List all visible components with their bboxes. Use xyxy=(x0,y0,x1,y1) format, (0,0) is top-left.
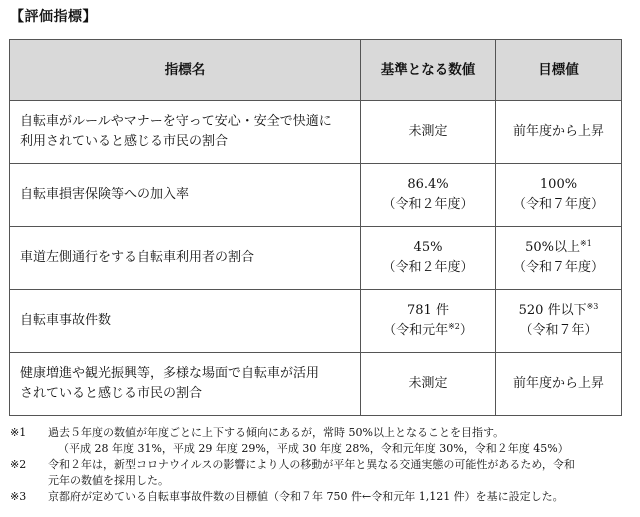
footnote-ref: ※3 xyxy=(586,302,599,311)
evaluation-indicators-table xyxy=(9,39,622,416)
footnote-text: 京都府が定めている自転車事故件数の目標値（令和７年 750 件←令和元年 1,121 件）を基に設定した。 xyxy=(48,490,564,503)
footnote-mark: ※3 xyxy=(10,490,27,503)
baseline-value: 45% xyxy=(413,240,443,255)
indicator-cell xyxy=(10,227,361,290)
target-cell xyxy=(496,164,622,227)
header-baseline: 基準となる数値 xyxy=(361,40,496,101)
target-cell xyxy=(496,101,622,164)
target-cell xyxy=(496,227,622,290)
indicator-text: されていると感じる市民の割合 xyxy=(20,386,203,401)
target-value: 520 件以下 xyxy=(518,303,587,318)
table-row xyxy=(10,164,622,227)
baseline-value: 86.4% xyxy=(407,177,449,192)
footnotes xyxy=(10,425,630,505)
baseline-cell xyxy=(361,353,496,416)
footnote-subtext: 元年の数値を採用した。 xyxy=(48,474,169,487)
indicator-cell xyxy=(10,353,361,416)
target-value: 前年度から上昇 xyxy=(512,124,604,139)
footnote xyxy=(10,457,630,489)
indicator-cell xyxy=(10,101,361,164)
baseline-period: （令和２年度） xyxy=(382,197,474,212)
table-row xyxy=(10,227,622,290)
baseline-value: 781 件 xyxy=(407,303,449,318)
table-row xyxy=(10,101,622,164)
target-value: 50%以上 xyxy=(525,240,581,255)
target-period: （令和７年） xyxy=(519,323,598,338)
indicator-text: 車道左側通行をする自転車利用者の割合 xyxy=(20,250,255,265)
baseline-period: （令和２年度） xyxy=(382,260,474,275)
footnote xyxy=(10,425,630,457)
target-cell xyxy=(496,290,622,353)
baseline-value: 未測定 xyxy=(408,124,448,139)
indicator-text: 健康増進や観光振興等，多様な場面で自転車が活用 xyxy=(20,366,320,381)
footnote-ref: ※2 xyxy=(448,322,460,331)
baseline-cell xyxy=(361,227,496,290)
baseline-cell xyxy=(361,290,496,353)
table-row xyxy=(10,290,622,353)
target-value: 前年度から上昇 xyxy=(512,376,604,391)
header-target: 目標値 xyxy=(496,40,622,101)
footnote xyxy=(10,489,630,505)
baseline-value: 未測定 xyxy=(408,376,448,391)
footnote-mark: ※1 xyxy=(10,426,27,439)
baseline-period-close: ） xyxy=(459,323,473,338)
footnote-text: 令和２年は，新型コロナウイルスの影響により人の移動が平年と異なる交通実態の可能性があるため，令和 xyxy=(48,458,575,471)
footnote-text: 過去５年度の数値が年度ごとに上下する傾向にあるが，常時 50%以上となることを目指す。 xyxy=(48,426,505,439)
target-cell xyxy=(496,353,622,416)
indicator-cell xyxy=(10,290,361,353)
table-header-row xyxy=(10,40,622,101)
indicator-cell xyxy=(10,164,361,227)
indicator-text: 自転車事故件数 xyxy=(20,313,112,328)
section-title: 【評価指標】 xyxy=(10,9,97,25)
header-indicator: 指標名 xyxy=(10,40,361,101)
table-row xyxy=(10,353,622,416)
indicator-text: 利用されていると感じる市民の割合 xyxy=(20,134,229,149)
footnote-subtext: （平成 28 年度 31%，平成 29 年度 29%，平成 30 年度 28%，令和元年度 30%，令和２年度 45%） xyxy=(58,442,569,455)
indicator-text: 自転車損害保険等への加入率 xyxy=(20,187,190,202)
baseline-cell xyxy=(361,101,496,164)
indicator-text: 自転車がルールやマナーを守って安心・安全で快適に xyxy=(20,114,332,129)
footnote-mark: ※2 xyxy=(10,458,27,471)
baseline-period: （令和元年 xyxy=(383,323,449,338)
target-period: （令和７年度） xyxy=(512,260,604,275)
baseline-cell xyxy=(361,164,496,227)
target-value: 100% xyxy=(539,177,578,192)
footnote-ref: ※1 xyxy=(580,239,592,248)
target-period: （令和７年度） xyxy=(512,197,604,212)
